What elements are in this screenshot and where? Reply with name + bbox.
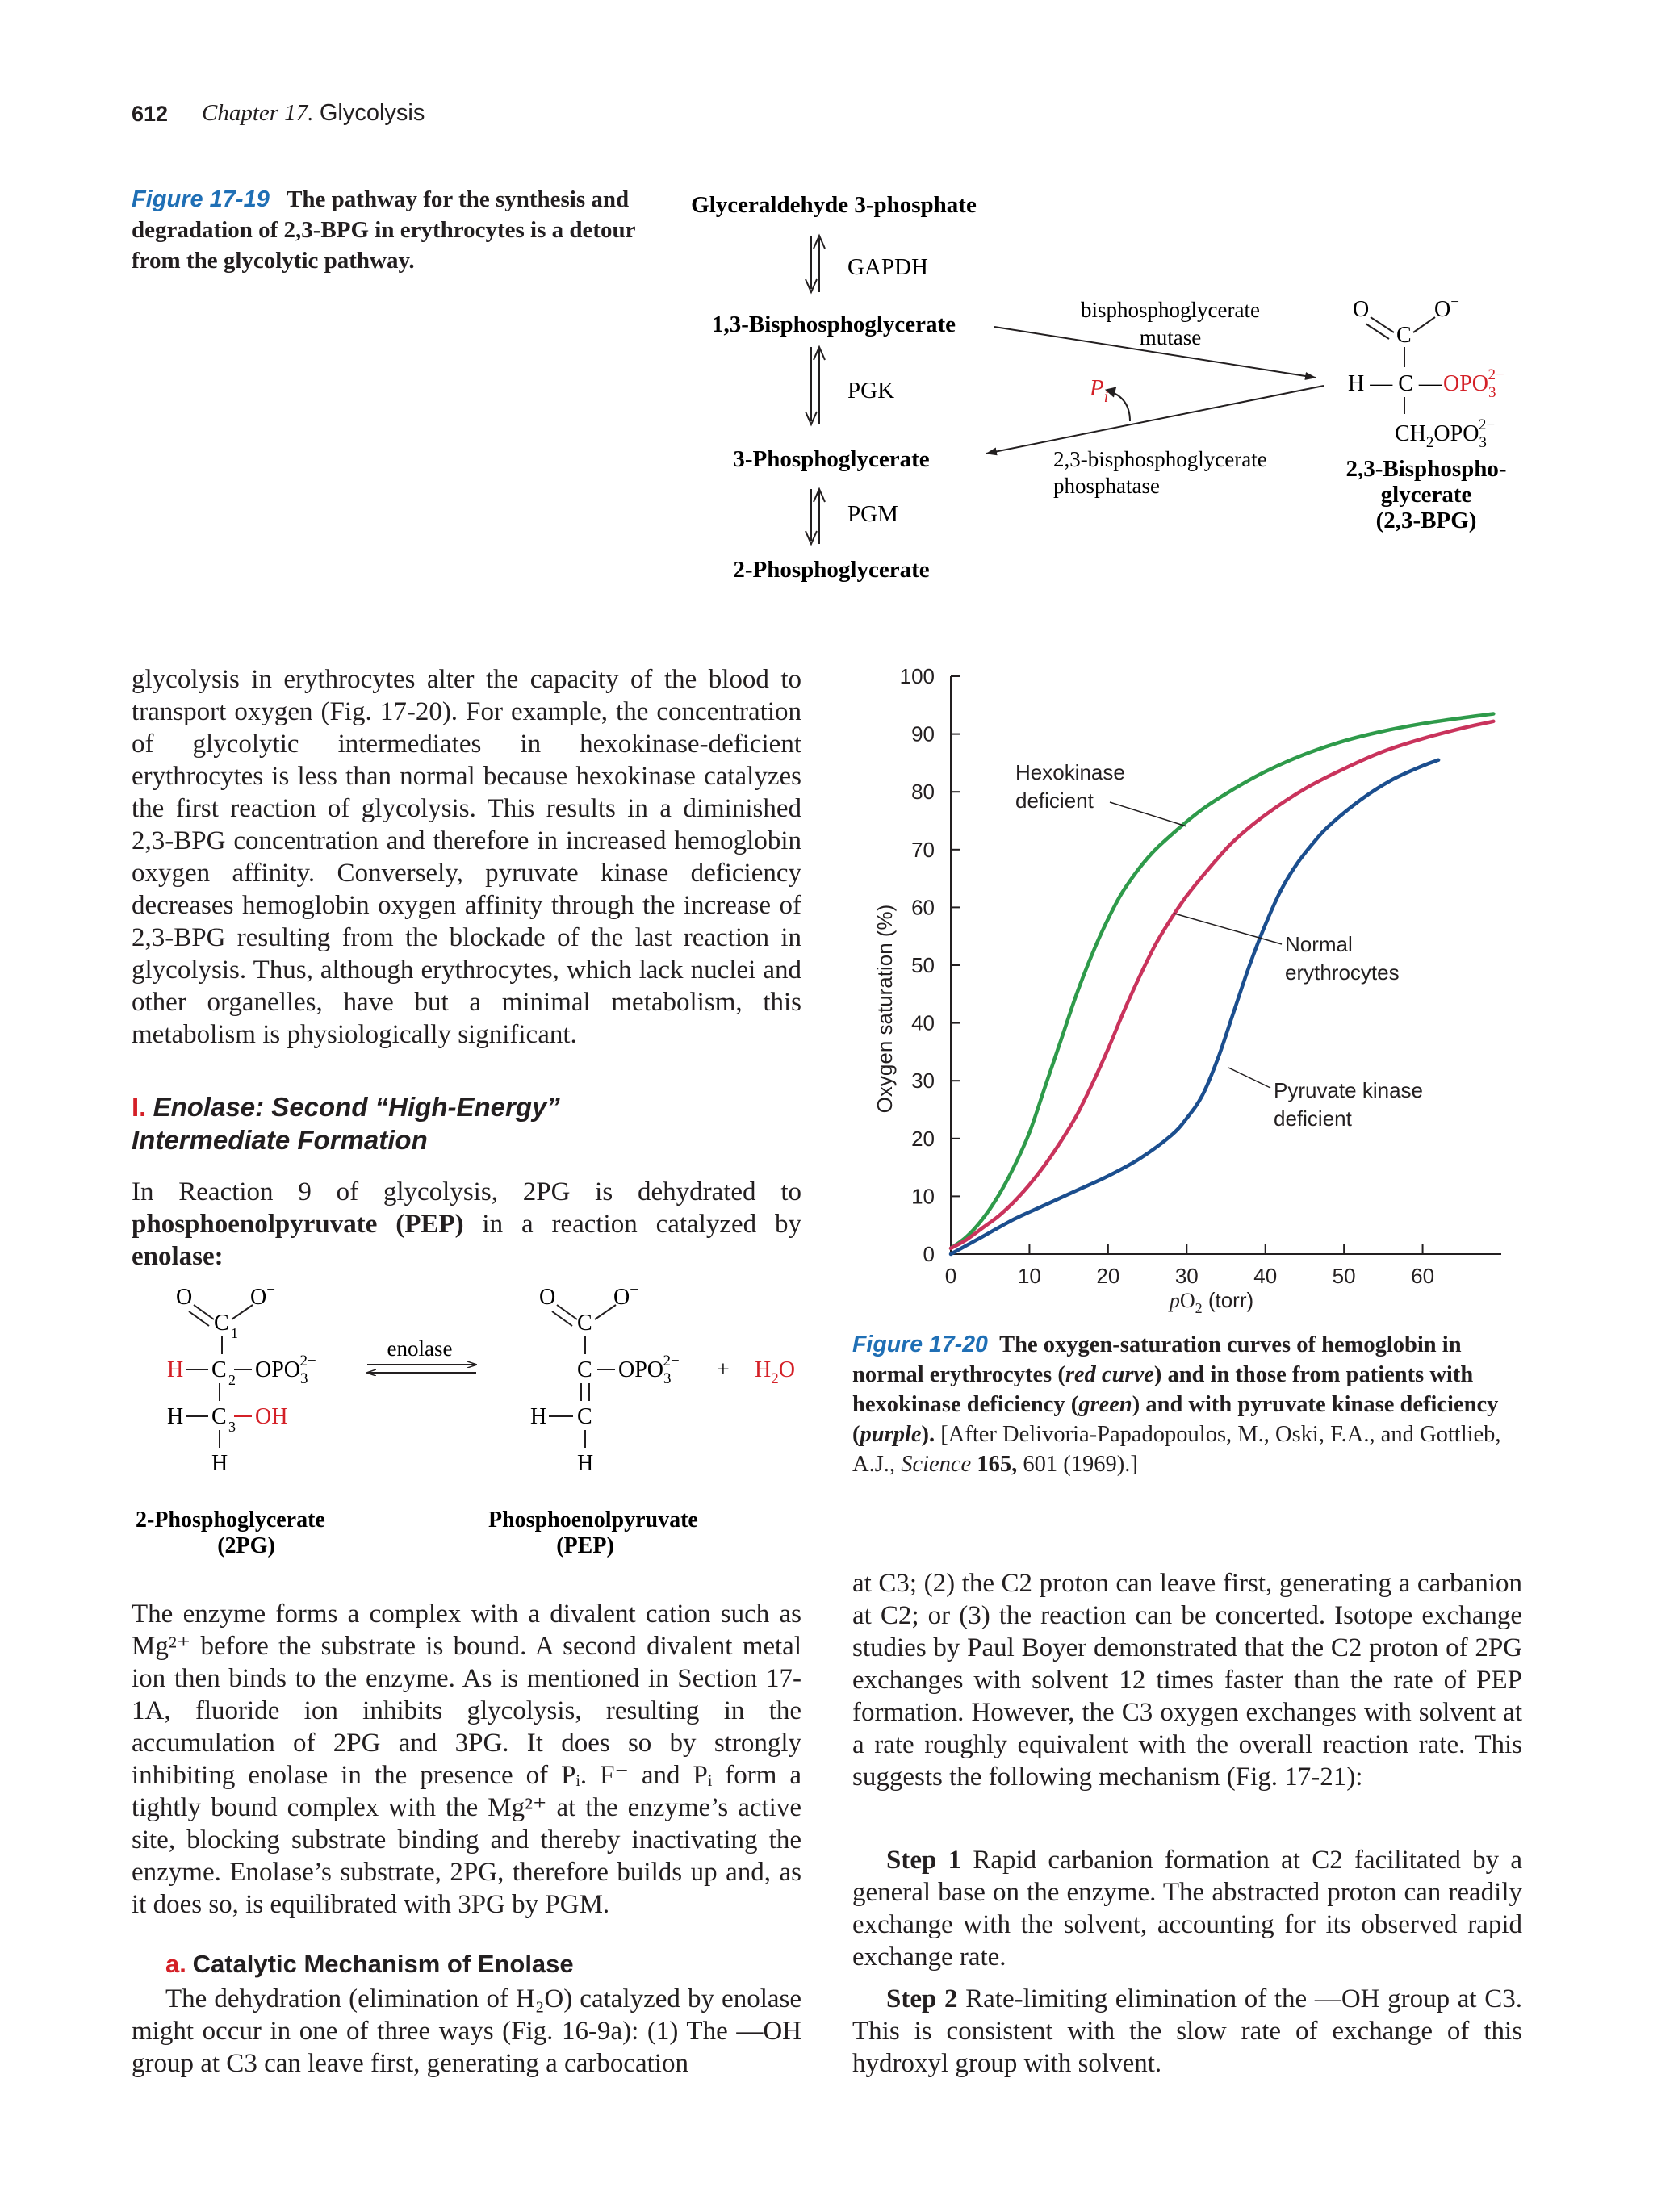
svg-text:OPO32−: $OPO_32-$ — [1443, 366, 1504, 401]
figure-17-19-caption-text: The pathway for the synthesis and degradation of 2,3-BPG in erythrocytes is a detour from the glycolytic pathway. — [132, 186, 635, 274]
paragraph-reaction-9: In Reaction 9 of glycolysis, 2PG is dehydrated to phosphoenolpyruvate (PEP) in a reaction catalyzed by enolase: — [132, 1177, 802, 1271]
equilibrium-arrow — [367, 1365, 476, 1373]
y-tick-label: 100 — [899, 664, 935, 688]
y-tick-label: 70 — [911, 837, 935, 862]
pg3-label: 3-Phosphoglycerate — [733, 446, 930, 472]
svg-text:OPO32−: $OPO_32-$ — [618, 1353, 680, 1387]
2pg-name-2: (2PG) — [217, 1533, 275, 1558]
y-tick-label: 30 — [911, 1068, 935, 1093]
x-tick-label: 10 — [1017, 1264, 1041, 1288]
phosphatase-label-2: phosphatase — [1053, 474, 1160, 498]
svg-text:C: C — [211, 1357, 227, 1382]
phosphatase-arrow — [986, 386, 1324, 454]
annotation-normal-2: erythrocytes — [1285, 960, 1400, 985]
annotation-normal-1: Normal — [1285, 932, 1353, 956]
svg-text:OPO32−: $OPO_32-$ — [255, 1353, 316, 1387]
annotation-pk-2: deficient — [1274, 1106, 1352, 1131]
bpg-name-1: 2,3-Bisphospho- — [1345, 456, 1507, 482]
enolase-enzyme-label: enolase — [387, 1336, 453, 1361]
svg-text:O: O — [1353, 297, 1370, 322]
enolase-term: enolase: — [132, 1242, 224, 1271]
svg-text:O−: O− — [1434, 294, 1459, 322]
chart-xlabel: $pO_2$ (torr) — [1169, 1288, 1254, 1316]
x-tick-label: 0 — [944, 1264, 957, 1288]
section-title-2: Intermediate Formation — [132, 1125, 428, 1155]
x-tick-label: 20 — [1096, 1264, 1120, 1288]
paragraph-text: The dehydration (elimination of H₂O) catalyzed by enolase might occur in one of three ways (Fig. 16-9a): (1) The —OH group at C3 can leave first, generating a carbocation — [132, 1984, 801, 2078]
chapter-title: Glycolysis — [319, 100, 425, 126]
step-2 — [852, 1983, 1522, 2080]
svg-text:H — C —: H — C — — [1348, 371, 1442, 396]
svg-text:CH2OPO32−: $CH_2OPO_32-$ — [1395, 416, 1496, 451]
svg-text:1: 1 — [231, 1325, 238, 1341]
bpg-structure — [1348, 294, 1504, 451]
svg-text:O−: O− — [250, 1282, 275, 1310]
chart-ylabel: Oxygen saturation (%) — [873, 904, 897, 1114]
pgk-label: PGK — [847, 378, 895, 404]
paragraph-text: at C3; (2) the C2 proton can leave first, generating a carbanion at C2; or (3) the reaction can be concerted. Isotope exchange studies by Paul Boyer demonstrated that the C2 proton of 2PG exchanges with solvent 12 times faster than the rate of PEP formation. However, the C3 oxygen exchanges with solvent at a rate roughly equivalent with the overall reaction rate. This suggests the following mechanism (Fig. 17-21): — [852, 1569, 1522, 1792]
subsection-letter: a. — [165, 1950, 186, 1978]
paragraph-enzyme-complex — [132, 1598, 801, 1921]
annotation-pk-1: Pyruvate kinase — [1274, 1078, 1423, 1102]
svg-text:C: C — [214, 1311, 229, 1336]
annotation-hexokinase-1: Hexokinase — [1015, 760, 1125, 784]
pep-name-1: Phosphoenolpyruvate — [488, 1507, 698, 1533]
subsection-heading-mechanism — [165, 1950, 574, 1979]
pi-release-arrow — [1107, 391, 1130, 421]
gapdh-arrows — [806, 236, 825, 292]
figure-17-20-label: Figure 17-20 — [852, 1332, 988, 1357]
y-tick-label: 40 — [911, 1010, 935, 1035]
section-title-1: Enolase: Second “High-Energy” — [153, 1092, 560, 1122]
pep-term: phosphoenolpyruvate (PEP) — [132, 1210, 464, 1239]
series-pyruvate-kinase-deficient — [951, 760, 1438, 1254]
step-1-text: Rapid carbanion formation at C2 facilitated by a general base on the enzyme. The abstracted proton can readily exchange with the solvent, accounting for its observed rapid exchange rate. — [852, 1846, 1523, 1972]
chart-annotations — [1015, 760, 1423, 1131]
y-tick-label: 10 — [911, 1184, 935, 1209]
svg-text:C: C — [577, 1311, 592, 1336]
pgm-label: PGM — [847, 501, 898, 527]
step-1-label: Step 1 — [886, 1846, 962, 1875]
gap-label: Glyceraldehyde 3-phosphate — [691, 192, 977, 218]
y-tick-label: 60 — [911, 895, 935, 920]
gapdh-label: GAPDH — [847, 254, 928, 280]
figure-17-19-diagram — [0, 0, 1653, 646]
pep-name-2: (PEP) — [556, 1533, 614, 1558]
x-tick-label: 50 — [1332, 1264, 1356, 1288]
page-number: 612 — [132, 102, 169, 126]
y-tick-label: 90 — [911, 721, 935, 746]
svg-text:C: C — [1396, 323, 1412, 348]
svg-text:C: C — [211, 1404, 227, 1429]
step-2-label: Step 2 — [886, 1984, 958, 2013]
chapter-number: Chapter 17. — [202, 100, 314, 126]
2pg-name-1: 2-Phosphoglycerate — [136, 1507, 325, 1533]
section-letter: I. — [132, 1092, 147, 1122]
pgk-arrows — [806, 347, 825, 424]
svg-text:3: 3 — [228, 1419, 236, 1435]
paragraph-text: The enzyme forms a complex with a divalent cation such as Mg²⁺ before the substrate is bound. A second divalent metal ion then binds to the enzyme. As is mentioned in Section 17-1A, fluoride ion inhibits glycolysis, resulting in the accumulation of 2PG and 3PG. It does so by strongly inhibiting enolase in the presence of Pᵢ. F⁻ and Pᵢ form a tightly bound complex with the Mg²⁺ at the enzyme’s active site, blocking substrate binding and thereby inactivating the enzyme. Enolase’s substrate, 2PG, therefore builds up and, as it does so, is equilibrated with 3PG by PGM. — [132, 1599, 801, 1919]
paragraph-text: glycolysis in erythrocytes alter the capacity of the blood to transport oxygen (Fig. 17-20). For example, the concentration of glycolytic intermediates in hexokinase-deficient erythrocytes is less than normal because hexokinase catalyzes the first reaction of glycolysis. This results in a diminished 2,3-BPG concentration and therefore in increased hemoglobin oxygen affinity. Conversely, pyruvate kinase deficiency decreases hemoglobin oxygen affinity through the increase of 2,3-BPG resulting from the blockade of the last reaction in glycolysis. Thus, although erythrocytes, which lack nuclei and other organelles, have but a minimal metabolism, this metabolism is physiologically significant. — [132, 665, 801, 1049]
subsection-title: Catalytic Mechanism of Enolase — [192, 1950, 574, 1978]
y-tick-label: 50 — [911, 953, 935, 977]
svg-text:H: H — [577, 1451, 594, 1476]
figure-17-20-caption: Figure 17-20 The oxygen-saturation curves of hemoglobin in normal erythrocytes (red curve) and in those from patients with hexokinase deficiency (green) and with pyruvate kinase deficiency (purple). [After Delivoria-Papadopoulos, M., Oski, F.A., and Gottlieb, A.J., Science 165, 601 (1969).] — [852, 1332, 1501, 1477]
bpg-name-3: (2,3-BPG) — [1375, 508, 1477, 533]
pi-label: $P_i$ — [1090, 375, 1109, 406]
2pg-structure — [167, 1282, 316, 1476]
x-tick-label: 30 — [1174, 1264, 1199, 1288]
figure-17-20-chart — [864, 662, 1534, 1323]
bpg13-label: 1,3-Bisphosphoglycerate — [711, 312, 956, 337]
step-1 — [852, 1844, 1522, 1973]
section-heading-enolase — [132, 1091, 697, 1157]
svg-text:H: H — [167, 1404, 184, 1429]
y-tick-label: 20 — [911, 1126, 935, 1151]
pgm-arrows — [806, 489, 825, 544]
svg-text:H: H — [211, 1451, 228, 1476]
bpg-name-2: glycerate — [1380, 482, 1472, 508]
enolase-reaction — [121, 1275, 823, 1566]
x-tick-label: 40 — [1253, 1264, 1278, 1288]
paragraph-dehydration — [132, 1983, 801, 2080]
mutase-label-2: mutase — [1139, 325, 1202, 349]
phosphatase-label-1: 2,3-bisphosphoglycerate — [1053, 447, 1267, 471]
svg-text:O: O — [176, 1285, 193, 1310]
annotation-hexokinase-2: deficient — [1015, 788, 1094, 813]
mutase-label-1: bisphosphoglycerate — [1081, 298, 1260, 322]
svg-text:O−: O− — [613, 1282, 638, 1310]
svg-text:OH: OH — [255, 1404, 288, 1429]
paragraph-mechanism-options — [852, 1567, 1522, 1793]
pg2-label: 2-Phosphoglycerate — [733, 557, 930, 583]
chart-axes — [900, 664, 1501, 1288]
y-tick-label: 0 — [923, 1242, 935, 1266]
svg-text:H: H — [530, 1404, 547, 1429]
svg-text:C: C — [577, 1404, 592, 1429]
y-tick-label: 80 — [911, 780, 935, 805]
water-label: $H_2O$ — [755, 1357, 795, 1387]
svg-text:2: 2 — [228, 1372, 236, 1388]
plus-sign: + — [717, 1357, 730, 1382]
svg-text:H: H — [167, 1357, 184, 1382]
step-2-text: Rate-limiting elimination of the —OH group at C3. This is consistent with the slow rate of exchange of this hydroxyl group with solvent. — [852, 1984, 1523, 2078]
svg-text:C: C — [577, 1357, 592, 1382]
pep-structure — [530, 1282, 680, 1476]
paragraph-glycolysis-erythrocytes — [132, 663, 801, 1051]
svg-text:O: O — [539, 1285, 556, 1310]
x-tick-label: 60 — [1411, 1264, 1435, 1288]
figure-17-19-label: Figure 17-19 — [132, 186, 270, 212]
